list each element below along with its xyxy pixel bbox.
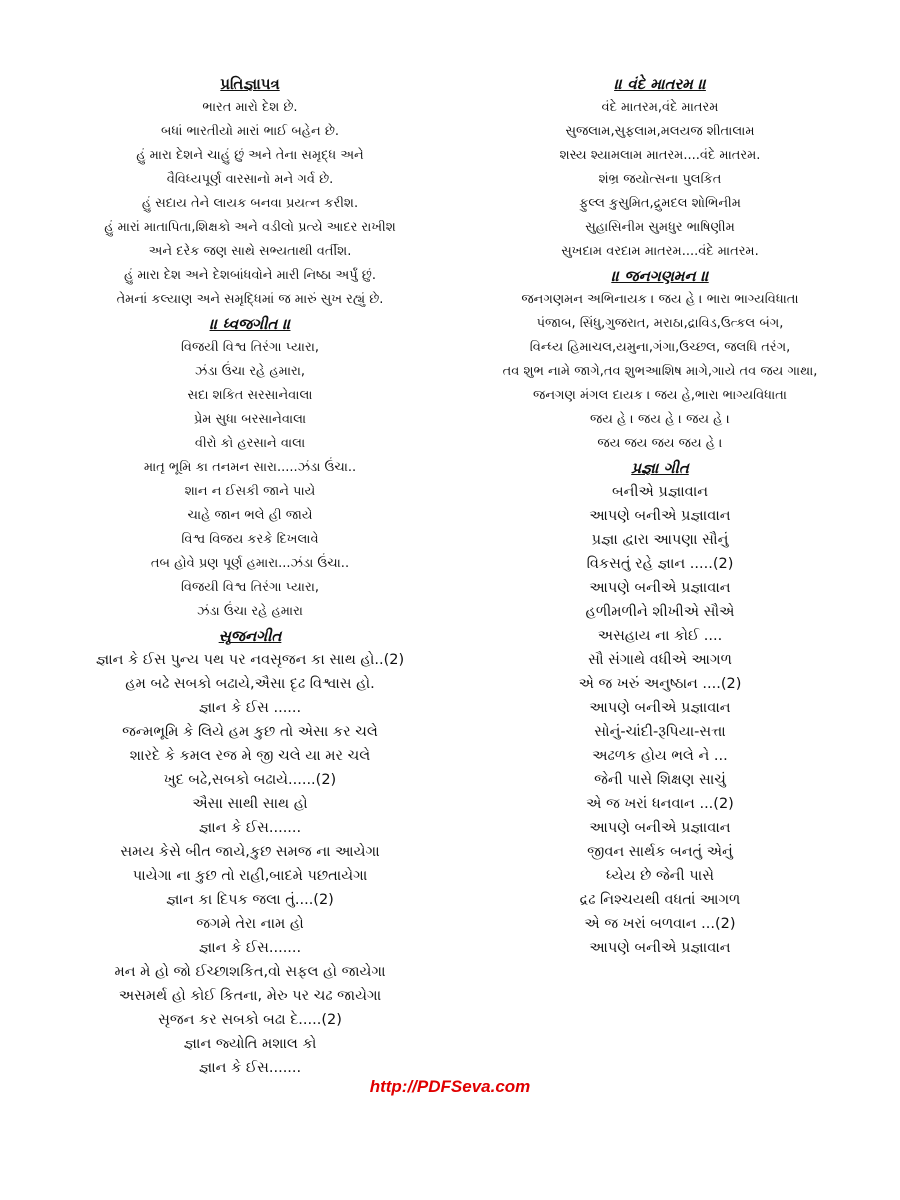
srujan-song-line: સૃજન કર સબકો બઢા દે.....(2) [158,1012,342,1028]
pragna-song-line: એ જ ખરાં બળવાન ...(2) [584,916,736,932]
flag-song-title: ॥ ધ્વજગીત ॥ [209,315,291,333]
srujan-song-line: જન્મભૂમિ કે લિયે હમ કુછ તો એસા કર ચલે [122,724,378,740]
pledge-line: હું મારાં માતાપિતા,શિક્ષકો અને વડીલો પ્રત્યે આદર રાખીશ [104,220,396,235]
srujan-song-title: સૃજનગીત [218,627,282,645]
right-column [450,72,870,960]
pragna-song-line: વિકસતું રહે જ્ઞાન .....(2) [586,556,734,572]
pragna-song-line: બનીએ પ્રજ્ઞાવાન [611,484,709,500]
jana-gana-mana-line: જનગણ મંગલ દાયક । જય હે,ભારા ભાગ્યવિધાતા [533,388,787,403]
srujan-song-line: જ્ઞાન કે ઈસ....... [198,820,302,836]
pragna-song-line: અઢળક હોય ભલે ને ... [592,748,728,764]
srujan-song-section [40,624,460,1080]
pragna-song-line: આપણે બનીએ પ્રજ્ઞાવાન [589,940,731,956]
pragna-song-line: આપણે બનીએ પ્રજ્ઞાવાન [589,508,731,524]
srujan-song-line: જ્ઞાન કે ઈસ ...... [198,700,302,716]
vande-mataram-section [450,72,870,264]
vande-mataram-line: ફુલ્લ કુસુમિત,દ્રુમદલ શોભિનીમ [579,196,741,211]
pragna-song-line: હળીમળીને શીખીએ સૌએ [585,604,735,620]
jana-gana-mana-line: જય હે । જય હે । જય હે । [589,412,731,427]
pledge-section [40,72,460,312]
pragna-song-line: એ જ ખરું અનુષ્ઠાન ....(2) [578,676,742,692]
vande-mataram-line: સુજલામ,સુફલામ,મલયજ શીતાલામ [565,124,755,139]
flag-song-line: સદા શકિત સરસાનેવાલા [187,388,313,403]
pragna-song-line: દ્રઢ નિશ્ચયથી વધતાં આગળ [579,892,741,908]
flag-song-line: વીરો કો હરસાને વાલા [194,436,306,451]
jana-gana-mana-title: ॥ જનગણમન ॥ [611,267,709,285]
flag-song-line: પ્રેમ સુધા બરસાનેવાલા [193,412,307,427]
jana-gana-mana-line: પંજાબ, સિંધુ,ગુજરાત, મરાઠા,દ્રાવિડ,ઉત્કલ બંગ, [536,316,784,331]
pragna-song-line: આપણે બનીએ પ્રજ્ઞાવાન [589,700,731,716]
pragna-song-line: જીવન સાર્થક બનતું એનું [587,844,733,860]
pledge-line: હું સદાય તેને લાયક બનવા પ્રયત્ન કરીશ. [141,196,359,211]
jana-gana-mana-line: તવ શુભ નામે જાગે,તવ શુભઆશિષ માગે,ગાયે તવ જય ગાથા, [502,364,818,379]
pragna-song-line: ધ્યેય છે જેની પાસે [606,868,714,884]
pledge-line: વૈવિધ્યપૂર્ણ વારસાનો મને ગર્વ છે. [166,172,334,187]
flag-song-line: ચાહે જાન ભલે હી જાયે [187,508,313,523]
flag-song-line: ઝંડા ઉંચા રહે હમારા, [194,364,306,379]
pledge-line: તેમનાં કલ્યાણ અને સમૃદ્ધિમાં જ મારું સુખ રહ્યું છે. [116,292,384,307]
pledge-line: બધાં ભારતીયો મારાં ભાઈ બહેન છે. [160,124,340,139]
flag-song-line: શાન ન ઈસકી જાને પાયે [184,484,316,499]
pragna-song-line: આપણે બનીએ પ્રજ્ઞાવાન [589,580,731,596]
pragna-song-line: જેની પાસે શિક્ષણ સાચું [594,772,726,788]
pragna-song-line: અસહાય ના કોઈ .... [597,628,723,644]
vande-mataram-line: સુહાસિનીમ સુમધુર ભાષિણીમ [585,220,735,235]
flag-song-line: વિશ્વ વિજય કરકે દિખલાવે [181,532,319,547]
srujan-song-line: પાયેગા ના કુછ તો રાહી,બાદમે પછતાયેગા [132,868,368,884]
srujan-song-line: મન મે હો જો ઈચ્છાશકિત,વો સફલ હો જાયેગા [114,964,386,980]
pledge-line: હું મારા દેશને ચાહું છું અને તેના સમૃદ્ધ અને [136,148,364,163]
jana-gana-mana-line: વિન્ધ્ય હિમાચલ,યમુના,ગંગા,ઉચ્છલ, જલધિ તરંગ, [529,340,791,355]
pledge-line: અને દરેક જણ સાથે સભ્યતાથી વર્તીશ. [148,244,352,259]
vande-mataram-line: સુખદામ વરદામ માતરમ....વંદે માતરમ. [561,244,759,259]
srujan-song-line: ખુદ બઢે,સબકો બઢાયે......(2) [163,772,337,788]
pledge-title: પ્રતિજ્ઞાપત્ર [220,75,280,93]
footer-url-link[interactable]: http://PDFSeva.com [369,1077,531,1096]
srujan-song-line: હમ બઢે સબકો બઢાયે,ઐસા દૃઢ વિશ્વાસ હો. [125,676,375,692]
pragna-song-line: એ જ ખરાં ધનવાન ...(2) [586,796,734,812]
srujan-song-line: જ્ઞાન કે ઈસ....... [198,940,302,956]
srujan-song-line: જ્ઞાન કા દિપક જલા તું....(2) [166,892,334,908]
srujan-song-line: અસમર્થ હો કોઈ કિતના, મેરુ પર ચઢ જાયેગા [118,988,382,1004]
srujan-song-line: જ્ઞાન કે ઈસ પુન્ય પથ પર નવસૃજન કા સાથ હો..(2) [95,652,405,668]
flag-song-line: વિજયી વિશ્વ તિરંગા પ્યારા, [180,340,320,355]
pledge-line: ભારત મારો દેશ છે. [202,100,298,115]
vande-mataram-line: શસ્ય શ્યામલામ માતરમ....વંદે માતરમ. [559,148,761,163]
vande-mataram-line: શંભ્ર જયોત્સના પુલકિત [598,172,722,187]
srujan-song-line: ઐસા સાથી સાથ હો [192,796,308,812]
pragna-song-line: સૌ સંગાથે વધીએ આગળ [588,652,732,668]
flag-song-section [40,312,460,624]
pragna-song-title: પ્રજ્ઞા ગીત [631,459,689,477]
srujan-song-line: જ્ઞાન કે ઈસ....... [198,1060,302,1076]
left-column [40,72,460,1080]
srujan-song-line: જ્ઞાન જ્યોતિ મશાલ કો [183,1036,317,1052]
pledge-line: હું મારા દેશ અને દેશબાંધવોને મારી નિષ્ઠા અર્પું છું. [124,268,376,283]
pragna-song-line: પ્રજ્ઞા દ્વારા આપણા સૌનું [591,532,729,548]
pragna-song-section [450,456,870,960]
flag-song-line: વિજયી વિશ્વ તિરંગા પ્યારા, [180,580,320,595]
jana-gana-mana-section [450,264,870,456]
flag-song-line: તબ હોવે પ્રણ પૂર્ણ હમારા...ઝંડા ઉંચા.. [150,556,350,571]
pragna-song-line: સોનું-ચાંદી-રૂપિયા-સત્તા [594,724,726,740]
vande-mataram-line: વંદે માતરમ,વંદે માતરમ [601,100,719,115]
vande-mataram-title: ॥ વંદે માતરમ ॥ [614,75,706,93]
srujan-song-line: સમય કેસે બીત જાયે,કુછ સમજ ના આયેગા [120,844,380,860]
flag-song-line: ઝંડા ઉંચા રહે હમારા [196,604,303,619]
srujan-song-line: જગમે તેરા નામ હો [196,916,304,932]
jana-gana-mana-line: જનગણમન અભિનાયક । જય હે । ભારા ભાગ્યવિધાતા [521,292,799,307]
flag-song-line: માતૃ ભૂમિ કા તનમન સારા.....ઝંડા ઉંચા.. [143,460,357,475]
srujan-song-line: શારદે કે કમલ રજ મે જી ચલે યા મર ચલે [129,748,371,764]
jana-gana-mana-line: જય જય જય જય હે । [597,436,723,451]
pragna-song-line: આપણે બનીએ પ્રજ્ઞાવાન [589,820,731,836]
